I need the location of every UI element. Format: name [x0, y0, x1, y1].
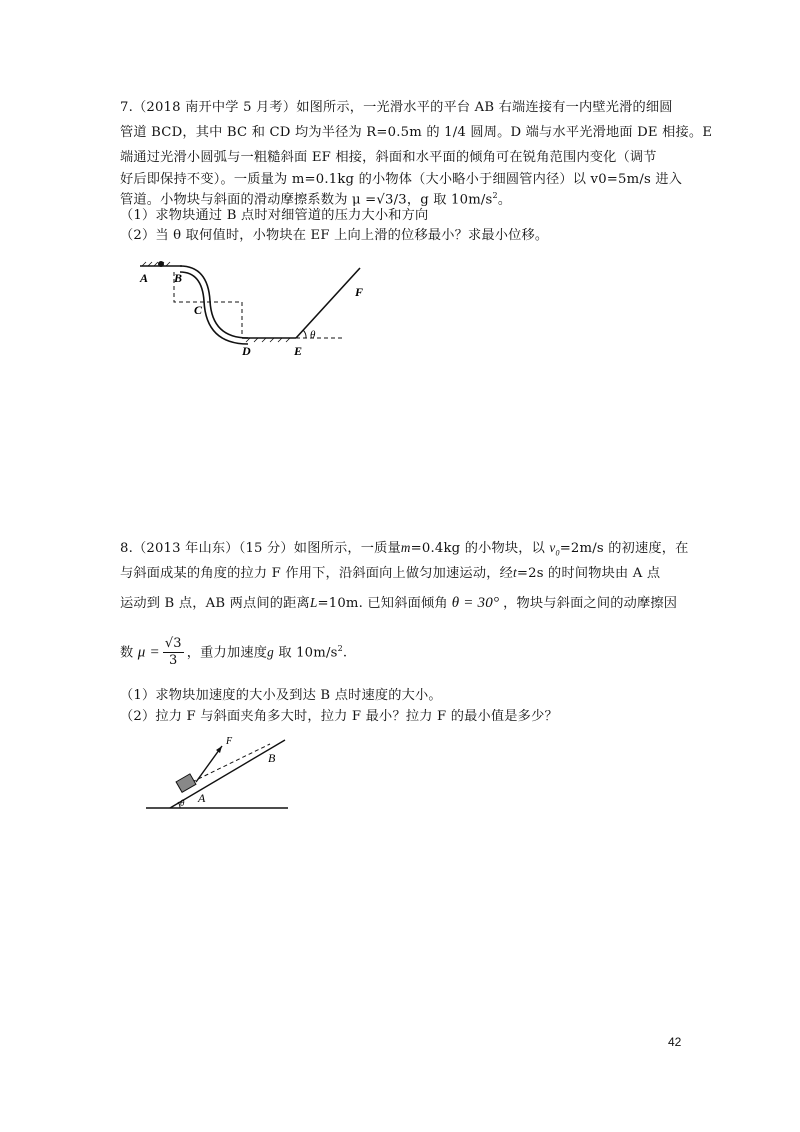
- small-block: [158, 261, 164, 267]
- label-b: B: [174, 271, 183, 285]
- q8-subquestion-2: （2）拉力 F 与斜面夹角多大时，拉力 F 最小？拉力 F 的最小值是多少？: [120, 709, 558, 724]
- ab-dashed: [192, 744, 270, 782]
- q7-line-1: 7.（2018 南开中学 5 月考）如图所示，一光滑水平的平台 AB 右端连接有一内壁光滑的细圆: [120, 100, 673, 115]
- incline-ef: [296, 268, 360, 338]
- q8-line-1: 8.（2013 年山东）（15 分）如图所示，一质量m=0.4kg 的小物块，以 $v_0=2m/s$ 的初速度，在: [120, 540, 689, 558]
- q7-mu-value: √3/3: [376, 192, 407, 208]
- q8-line-4: 数 μ = $\frac{√3}{3}$ ，重力加速度g 取 $10m/s^2$.: [120, 636, 348, 669]
- dashed-construction: [174, 272, 242, 338]
- q7-line-5: 管道。小物块与斜面的滑动摩擦系数为 μ =√3/3，g 取 $10m/s^2$。: [120, 191, 512, 208]
- label-a: A: [198, 791, 206, 805]
- label-theta: θ: [180, 798, 185, 808]
- q7-subquestion-1: （1）求物块通过 B 点时对细管道的压力大小和方向: [120, 208, 429, 223]
- q8-figure: [140, 730, 300, 816]
- label-f: F: [355, 285, 364, 299]
- label-c: C: [194, 303, 203, 317]
- q7-line-3: 端通过光滑小圆弧与一粗糙斜面 EF 相接，斜面和水平面的倾角可在锐角范围内变化（调节: [120, 150, 657, 165]
- q8-line-3: 运动到 B 点，AB 两点间的距离L=10m. 已知斜面倾角 θ = 30° ，物块与斜面之间的动摩擦因: [120, 595, 678, 611]
- page-number: 42: [668, 1035, 682, 1049]
- q8-line-2: 与斜面成某的角度的拉力 F 作用下，沿斜面向上做匀加速运动，经t=2s 的时间物块由 A 点: [120, 565, 661, 581]
- angle-arc: [303, 330, 306, 338]
- q7-figure: [130, 256, 370, 366]
- label-d: D: [242, 344, 251, 358]
- label-e: E: [294, 344, 303, 358]
- label-a: A: [140, 271, 149, 285]
- mu-fraction: $\frac{√3}{3}$: [164, 636, 182, 669]
- label-f: F: [226, 736, 233, 747]
- block: [176, 774, 196, 792]
- tube-inner: [180, 272, 248, 344]
- label-theta: θ: [310, 329, 316, 341]
- q8-subquestion-1: （1）求物块加速度的大小及到达 B 点时速度的大小。: [120, 688, 442, 703]
- label-b: B: [268, 751, 276, 765]
- q7-subquestion-2: （2）当 θ 取何值时，小物块在 EF 上向上滑的位移最小？求最小位移。: [120, 228, 549, 243]
- q7-line-2: 管道 BCD，其中 BC 和 CD 均为半径为 R=0.5m 的 1/4 圆周。D 端与水平光滑地面 DE 相接。E: [120, 125, 713, 140]
- q7-line-4: 好后即保持不变）。一质量为 m=0.1kg 的小物体（大小略小于细圆管内径）以 v0=5m/s 进入: [120, 172, 683, 187]
